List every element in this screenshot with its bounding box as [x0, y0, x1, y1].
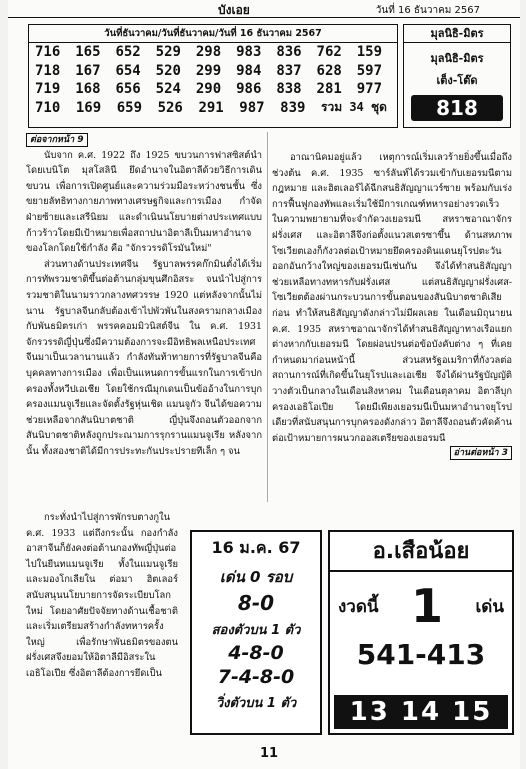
table-cell: 165: [75, 44, 101, 61]
table-row: [29, 62, 397, 81]
table-cell: 291: [198, 99, 224, 116]
lotto-previous-line3: วิ่งตัวบน 1 ตัว: [215, 696, 297, 711]
table-cell: 837: [276, 62, 302, 79]
article-paragraph: กระทั่งนำไปสู่การพักรบตางกูใน ค.ศ. 1933 แต่ถึงกระนั้น กองกำลังอาสาจีนก็ยังคงต่อต้านกองทัพญี่ปุ่นต่อไปในยีนทแมนจูเรีย ทั้งในแมนจูเรียและมองโกเลียใน ต่อมา ฮิตเลอร์สนับสนุนนโยบายการจัดระเบียบโลกใหม่ โดยอาศัยปัจจัยทางด้านเชื้อชาติและเริ่มเตรียมสร้างกำลังทหารครั้งใหญ่ เพื่อรักษาพันธมิตรของตนฝรั่งเศสจึงยอมให้อิตาลีมีอิสระในเอธิโอเปีย ซึ่งอิตาลีต้องการยึดเป็น: [26, 512, 178, 679]
table-cell: 526: [157, 99, 183, 116]
lotto-draw-row: [330, 580, 512, 632]
table-cell: 718: [35, 62, 61, 79]
table-row: [29, 43, 397, 62]
table-cell: 977: [356, 81, 383, 98]
table-cell: 159: [356, 44, 383, 61]
page-number: 11: [260, 746, 279, 761]
table-cell: 652: [115, 44, 141, 61]
table-heading: วันที่ธันวาคม/วันที่ธันวาคม/วันที่ 16 ธันวาคม 2567: [29, 25, 397, 43]
side-box-sub1: มุลนิธิ-มิตร: [430, 52, 484, 65]
page-header: [8, 0, 520, 18]
table-cell: 659: [116, 99, 143, 116]
table-row: [29, 80, 397, 99]
lotto-pair: 541-413: [356, 638, 486, 671]
lotto-previous-line1: เด่น 0 รอบ: [219, 568, 293, 586]
side-box-sub2: เต็ง-โต๊ด: [436, 74, 478, 87]
table-cell: 716: [35, 44, 61, 61]
table-cell: 169: [75, 99, 102, 116]
side-box-title: มุลนิธิ-มิตร: [404, 25, 510, 43]
table-cell: 654: [115, 62, 141, 79]
lotto-previous-line2: สองตัวบน 1 ตัว: [211, 623, 301, 638]
table-cell: 762: [316, 44, 342, 61]
lotto-draw-main: เด่น: [475, 596, 504, 617]
lotto-previous-box: [190, 530, 322, 735]
table-total: รวม 34 ชุด: [321, 100, 387, 115]
table-cell: 839: [280, 99, 306, 116]
table-cell: 290: [195, 81, 222, 98]
article-paragraph: อาณานิคมอยู่แล้ว เหตุการณ์เริ่มเลวร้ายยิ่งขึ้นเมื่อถึงช่วงต้น ค.ศ. 1935 ซาร์ลันท์ได้รวมเข้ากับเยอรมนีตามกฎหมาย และฮิตเลอร์ได้ฉีกสนธิสัญญาแวร์ซาย พร้อมกับเร่งการฟื้นฟูกองทัพและเริ่มใช้มีการเกณฑ์ทหารอย่างรวดเร็ว ในความพยายามที่จะจำกัดวงเยอรมนี สหราชอาณาจักร ฝรั่งเศส และอิตาลีจึงก่อตั้งแนวสเตรซาขึ้น ด้านสหภาพโซเวียตเองก็กังวลต่อเป้าหมายยึดครองดินแดนยุโรปตะวันออกอันกว้างใหญ่ของเยอรมนีเช่นกัน จึงได้ทำสนธิสัญญาช่วยเหลือทางทหารกับฝรั่งเศส แต่สนธิสัญญาฝรั่งเศส-โซเวียตต้องผ่านกระบวนการขั้นตอนของสันนิบาตชาติเสียก่อน ทำให้สนธิสัญญาดังกล่าวไม่มีผลเลย ในเดือนมิถุนายน ค.ศ. 1935 สหราชอาณาจักรได้ทำสนธิสัญญาทางเรือแยกต่างหากกับเยอรมนี โดยผ่อนปรนต่อข้อบังคับต่าง ๆ ที่เคยกำหนดมาก่อนหน้านี้ ส่วนสหรัฐอเมริกาที่กังวลต่อสถานการณ์ที่เกิดขึ้นในยุโรปและเอเชีย จึงได้ผ่านรัฐบัญญัติวางตัวเป็นกลางในเดือนสิงหาคม ในเดือนตุลาคม อิตาลีบุกครองเอธิโอเปีย โดยมีเพียงเยอรมนีเป็นมหาอำนาจยุโรปเดียวที่สนับสนุนการบุกครองดังกล่าว อิตาลีจึงถอนตัวคัดค้านต่อเป้าหมายการผนวกออสเตรียของเยอรมนี: [272, 152, 512, 444]
article-column-2: [272, 150, 512, 460]
continue-next-tag: อ่านต่อหน้า 3: [450, 446, 512, 460]
lotto-previous-big2: 4-8-0: [228, 642, 284, 664]
article-column-3: [26, 510, 178, 682]
lotto-previous-big3: 7-4-8-0: [217, 666, 295, 688]
table-cell: 168: [75, 81, 101, 98]
column-divider: [267, 132, 268, 502]
table-cell: 298: [195, 44, 222, 61]
lotto-draw-number: 1: [411, 579, 444, 633]
table-cell: 529: [155, 44, 181, 61]
lotto-current-box: [328, 530, 514, 735]
table-cell: 987: [239, 99, 265, 116]
header-date: วันที่ 16 ธันวาคม 2567: [375, 5, 480, 16]
article-paragraph: นับจาก ค.ศ. 1922 ถึง 1925 ขบวนการฟาสซิสต์นำโดยเบนิโต มุสโสลินี ยึดอำนาจในอิตาลีด้วยวิธีการเดินขบวน เพื่อการเปิดศูนย์และความร่วมมือระหว่างชนชั้น ซึ่งขยายลัทธิทางกายภาพทางเศรษฐกิจและการเมือง กำจัดฝ่ายซ้ายและเสรีนิยม และดำเนินนโยบายต่างประเทศแบบก้าวร้าวโดยมีเป้าหมายเพื่อสถาปนาอิตาลีเป็นมหาอำนาจของโลกโดยใช้กำลัง คือ "จักรวรรดิโรมันใหม่": [26, 149, 262, 255]
article-column-1: [26, 132, 262, 459]
table-cell: 719: [35, 81, 61, 98]
table-cell: 986: [236, 81, 262, 98]
lotto-draw-label: งวดนี้: [338, 596, 379, 617]
page: [8, 0, 520, 769]
table-cell: 836: [276, 44, 302, 61]
side-box-number: 818: [411, 95, 503, 121]
table-cell: 299: [195, 62, 222, 79]
table-cell: 710: [35, 99, 61, 116]
lotto-author-name: อ.เสือน้อย: [330, 532, 512, 572]
table-cell: 167: [75, 62, 101, 79]
header-title: บังเอย: [218, 3, 250, 17]
lotto-previous-big1: 8-0: [237, 591, 275, 615]
lotto-trio: 13 14 15: [334, 695, 508, 729]
table-cell: 984: [236, 62, 262, 79]
continued-tag: ต่อจากหน้า 9: [26, 133, 88, 147]
table-cell: 628: [316, 62, 342, 79]
lotto-previous-date: 16 ม.ค. 67: [211, 538, 301, 557]
number-table: [28, 24, 398, 128]
table-cell: 520: [155, 62, 181, 79]
table-cell: 597: [356, 62, 383, 79]
table-cell: 983: [236, 44, 262, 61]
table-cell: 838: [276, 81, 302, 98]
table-cell: 656: [115, 81, 141, 98]
table-row: [29, 99, 397, 118]
side-pick-box: [403, 24, 511, 128]
article-paragraph: ส่วนทางด้านประเทศจีน รัฐบาลพรรคก๊กมินตั๋งได้เริ่มการทัพรวมชาติขึ้นต่อต้านกลุ่มขุนศึกอิสระ จนนำไปสู่การรวมชาติในนามราวกลางทศวรรษ 1920 แต่หลังจากนั้นไม่นาน รัฐบาลจีนกลับต้องเข้าไปพัวพันในสงครามกลางเมืองกับพันธมิตรเก่า พรรคคอมมิวนิสต์จีน ใน ค.ศ. 1931 จักรวรรดิญี่ปุ่นซึ่งมีความต้องการจะมีอิทธิพลเหนือประเทศจีนมาเป็นเวลานานแล้ว กำลังทันท้าทายการที่รัฐบาลจีนคือบุคคลทางการเมือง เพื่อเป็นแหนดการขั้นแรกในการเข้าปกครองทั้งหวีปเอเชีย โดยใช้กรณีมุกเดนเป็นข้ออ้างในการบุกครองแมนจูเรียและจัดตั้งรัฐหุ่นเชิด แมนจูกัว จีนได้ขอความช่วยเหลือจากสันนิบาตชาติ ญี่ปุ่นจึงถอนตัวออกจากสันนิบาตชาติหลังถูกประณามการรุกรานแมนจูเรีย หลังจากนั้น ทั้งสองชาติได้มีการประทะกันประปรายทีเล็ก ๆ จน: [26, 258, 262, 457]
table-cell: 281: [316, 81, 342, 98]
table-cell: 524: [155, 81, 181, 98]
